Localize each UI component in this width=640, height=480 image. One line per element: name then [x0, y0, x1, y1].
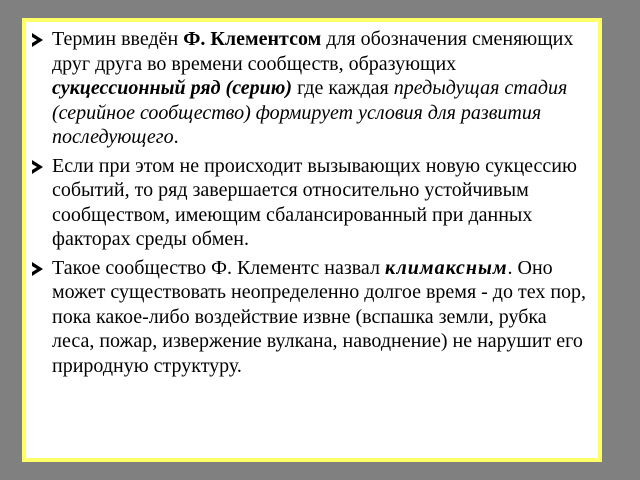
arrowhead-bullet-icon	[32, 33, 43, 47]
text-run: Такое сообщество Ф. Клементс назвал	[52, 256, 385, 279]
text-run: где каждая	[292, 77, 394, 99]
text-run: . Оно может существовать неопределенно долгое время - до тех пор, пока какое-либо воздействие извне (вспашка земли, рубка леса, пожар, извержение вулкана, наводнение) не нарушит его природную структуру.	[52, 256, 587, 377]
list-item	[26, 27, 598, 150]
bullet-list	[26, 27, 598, 382]
text-run: для обозначения сменяющих друг друга во времени сообществ, образующих	[52, 28, 574, 75]
arrowhead-bullet-icon	[32, 160, 43, 174]
list-item	[26, 154, 598, 252]
text-run: Если при этом не происходит вызывающих новую сукцессию событий, то ряд завершается относительно устойчивым сообществом, имеющим сбалансированный при данных факторах среды обмен.	[52, 154, 577, 250]
emphasis-text: предыдущая стадия (серийное сообщество) формирует условия для развития последующего	[52, 77, 568, 148]
author-name: Ф. Клементсом	[183, 28, 322, 50]
text-run: Термин введён	[52, 28, 184, 50]
key-term: климаксным	[384, 256, 508, 279]
list-item	[26, 256, 598, 379]
key-term: сукцессионный ряд (серию)	[52, 77, 293, 99]
arrowhead-bullet-icon	[32, 262, 43, 276]
text-run: .	[173, 126, 179, 148]
slide-frame	[22, 18, 602, 462]
